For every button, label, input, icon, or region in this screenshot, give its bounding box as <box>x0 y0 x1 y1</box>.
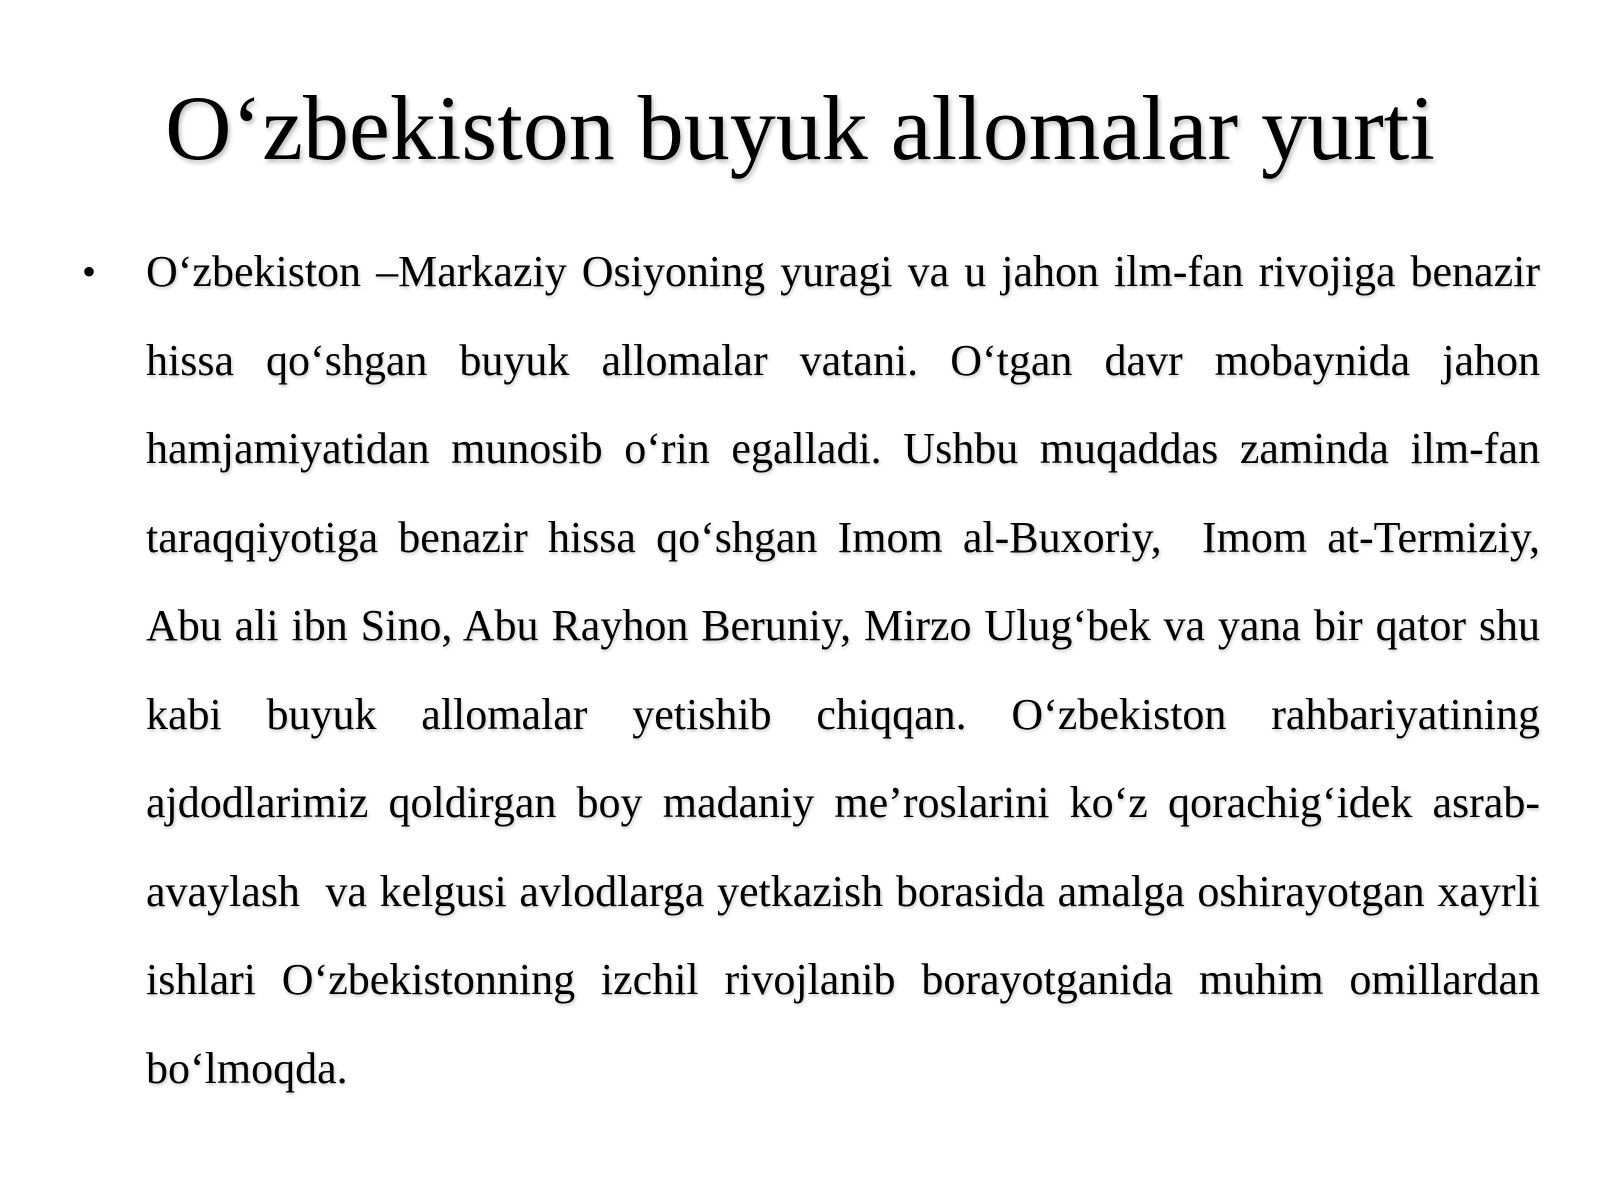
bullet-item <box>0 228 1600 1113</box>
bullet-list <box>0 228 1600 1113</box>
slide-title: O‘zbekiston buyuk allomalar yurti <box>165 77 1435 179</box>
bullet-text: O‘zbekiston –Markaziy Osiyoning yuragi va u jahon ilm-fan rivojiga benazir hissa qo‘shgan buyuk allomalar vatani. O‘tgan davr mobaynida jahon hamjamiyatidan munosib o‘rin egalladi. Ushbu muqaddas zaminda ilm-fan taraqqiyotiga benazir hissa qo‘shgan Imom al-Buxoriy, Imom at-Termiziy, Abu ali ibn Sino, Abu Rayhon Beruniy, Mirzo Ulug‘bek va yana bir qator shu kabi buyuk allomalar yetishib chiqqan. O‘zbekiston rahbariyatining ajdodlarimiz qoldirgan boy madaniy me’roslarini ko‘z qorachig‘idek asrab-avaylash va kelgusi avlodlarga yetkazish borasida amalga oshirayotgan xayrli ishlari O‘zbekistonning izchil rivojlanib borayotganida muhim omillardan bo‘lmoqda. <box>146 247 1562 1093</box>
bullet-marker: • <box>82 249 97 294</box>
